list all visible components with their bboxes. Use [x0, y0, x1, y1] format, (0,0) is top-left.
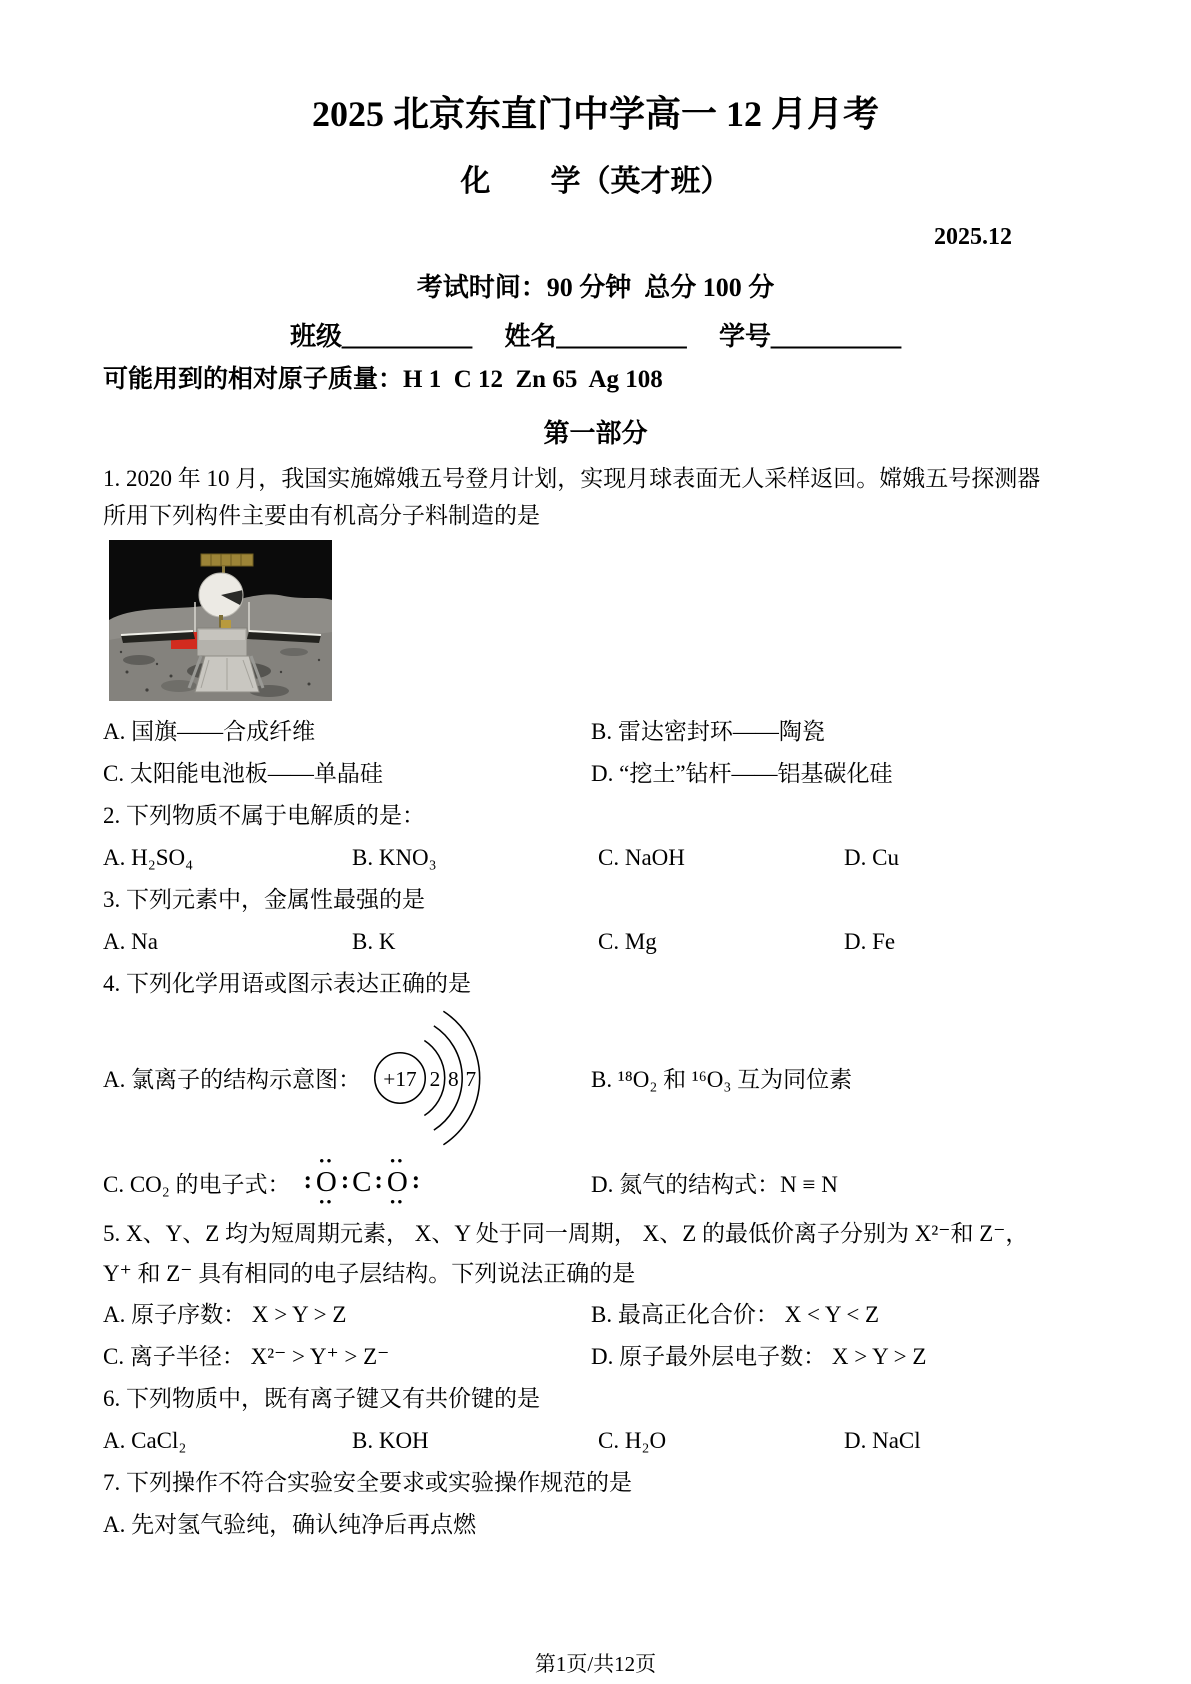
question-5-option-c: C. 离子半径： X²⁻ > Y⁺ > Z⁻	[103, 1344, 390, 1369]
student-info-blanks: 班级＿＿＿＿＿ 姓名＿＿＿＿＿ 学号＿＿＿＿＿	[289, 322, 901, 351]
question-5-option-b: B. 最高正化合价： X < Y < Z	[591, 1302, 880, 1327]
exam-time-score-info: 考试时间：90 分钟 总分 100 分	[416, 273, 775, 302]
question-6-option-d: D. NaCl	[844, 1428, 921, 1453]
question-2-stem: 2. 下列物质不属于电解质的是：	[103, 803, 425, 828]
question-4-option-b: B. ¹⁸O₂ 和 ¹⁶O₃ 互为同位素	[591, 1067, 853, 1092]
question-5-options-row-2	[103, 1336, 1088, 1378]
question-4-option-d: D. 氮气的结构式：N ≡ N	[591, 1171, 838, 1197]
question-2-options	[103, 837, 1088, 879]
question-5-options-row-1	[103, 1294, 1088, 1336]
lunar-probe-image	[109, 540, 332, 701]
question-3-options	[103, 921, 1088, 963]
co2-electron-formula: : •• O •• : C : •• O •• :	[303, 1153, 421, 1211]
section-title: 第一部分	[543, 419, 648, 448]
question-6-options	[103, 1420, 1088, 1462]
question-4-options-row-2	[103, 1150, 1088, 1214]
question-5-option-d: D. 原子最外层电子数： X > Y > Z	[591, 1344, 927, 1369]
question-5-option-a: A. 原子序数： X > Y > Z	[103, 1302, 347, 1327]
question-3-option-c: C. Mg	[598, 929, 657, 954]
question-4-stem: 4. 下列化学用语或图示表达正确的是	[103, 971, 471, 996]
question-7-option-a: A. 先对氢气验纯，确认纯净后再点燃	[103, 1512, 477, 1537]
question-1-option-c: C. 太阳能电池板——单晶硅	[103, 761, 383, 786]
shell-3-electrons: 7	[465, 1066, 477, 1091]
shell-1-electrons: 2	[429, 1066, 441, 1091]
exam-date: 2025.12	[934, 224, 1012, 250]
question-7-options	[103, 1504, 1088, 1546]
question-6-stem: 6. 下列物质中，既有离子键又有共价键的是	[103, 1386, 540, 1411]
question-1-option-b: B. 雷达密封环——陶瓷	[591, 719, 825, 744]
lewis-oxygen-right: •• O ••	[386, 1153, 408, 1211]
question-1-option-a: A. 国旗——合成纤维	[103, 719, 316, 744]
page-number-footer: 第1页/共12页	[534, 1652, 657, 1676]
lewis-carbon: C	[352, 1165, 372, 1198]
probe-top-solar-strip	[201, 554, 253, 566]
nucleus-charge: +17	[383, 1066, 417, 1091]
shell-2-electrons: 8	[448, 1066, 459, 1091]
atomic-masses-note: 可能用到的相对原子质量：H 1 C 12 Zn 65 Ag 108	[103, 366, 663, 393]
question-1-option-d: D. “挖土”钻杆——铝基碳化硅	[591, 761, 893, 786]
question-4-option-c-label: C. CO₂ 的电子式：	[103, 1171, 291, 1197]
question-4-option-a-label: A. 氯离子的结构示意图：	[103, 1067, 362, 1092]
question-1-options-row-2	[103, 753, 1088, 795]
question-2-option-c: C. NaOH	[598, 845, 685, 870]
question-1-stem: 1. 2020 年 10 月，我国实施嫦娥五号登月计划，实现月球表面无人采样返回。嫦娥五号探测器所用下列构件主要由有机高分子料制造的是	[103, 466, 1041, 528]
lewis-oxygen-left: •• O ••	[315, 1153, 337, 1211]
question-2-option-d: D. Cu	[844, 845, 899, 870]
question-6-option-c: C. H₂O	[598, 1428, 667, 1453]
question-2-option-b: B. KNO₃	[352, 845, 437, 870]
exam-subject: 化 学（英才班）	[460, 165, 731, 198]
question-3-stem: 3. 下列元素中，金属性最强的是	[103, 887, 425, 912]
question-4-options-row-1	[103, 1005, 1088, 1150]
question-6-option-a: A. CaCl₂	[103, 1428, 187, 1453]
chloride-ion-shell-diagram	[367, 1008, 532, 1148]
question-4-option-a	[103, 1008, 591, 1148]
question-3-option-b: B. K	[352, 929, 396, 954]
question-5-stem: 5. X、Y、Z 均为短周期元素， X、Y 处于同一周期， X、Z 的最低价离子分别为 X²⁻和 Z⁻，Y⁺ 和 Z⁻ 具有相同的电子层结构。下列说法正确的是	[103, 1221, 1029, 1286]
question-7-stem: 7. 下列操作不符合实验安全要求或实验操作规范的是	[103, 1470, 632, 1495]
question-1-options-row-1	[103, 711, 1088, 753]
exam-title: 2025 北京东直门中学高一 12 月月考	[311, 94, 879, 134]
question-6-option-b: B. KOH	[352, 1428, 429, 1453]
question-3-option-d: D. Fe	[844, 929, 896, 954]
question-3-option-a: A. Na	[103, 929, 158, 954]
question-4-option-c	[103, 1153, 591, 1211]
question-2-option-a: A. H₂SO₄	[103, 845, 194, 870]
